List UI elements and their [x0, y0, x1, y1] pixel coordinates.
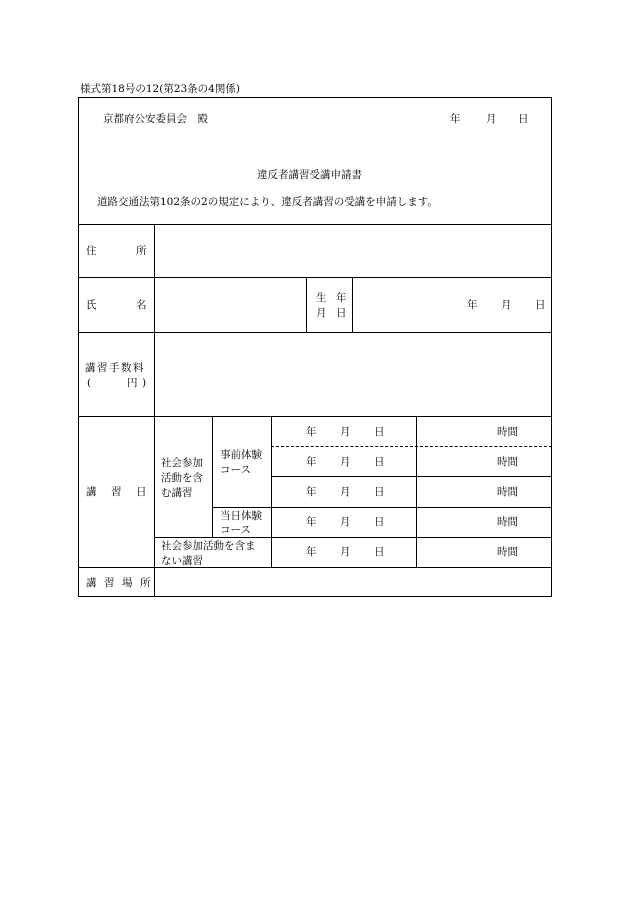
application-year: 年 — [450, 113, 461, 125]
course-date-label-2: 習 — [111, 486, 122, 498]
venue-field[interactable] — [155, 568, 551, 596]
fee-paren-open: ( — [87, 377, 92, 389]
with-social-l2: 活動を含 — [161, 472, 203, 484]
venue-label-3: 場 — [122, 577, 133, 589]
name-label-1: 氏 — [86, 299, 97, 311]
row2-year: 年 — [306, 456, 317, 468]
name-field[interactable] — [155, 278, 306, 332]
fee-unit: 円 — [127, 377, 138, 389]
address-label-2: 所 — [136, 245, 147, 257]
birth-label-2: 年 — [336, 292, 347, 304]
rule-fee-bottom — [78, 416, 552, 417]
addressee: 京都府公安委員会 殿 — [103, 113, 208, 125]
fee-paren-close: ) — [142, 377, 147, 389]
birth-label-4: 日 — [336, 307, 347, 319]
birth-date-field[interactable] — [353, 278, 551, 332]
row3-time: 時間 — [497, 486, 518, 498]
name-label-2: 名 — [136, 299, 147, 311]
row2-time: 時間 — [497, 456, 518, 468]
venue-label-1: 講 — [86, 577, 97, 589]
application-month: 月 — [486, 113, 497, 125]
without-social-l1: 社会参加活動を含ま — [161, 540, 256, 552]
row4-year: 年 — [306, 516, 317, 528]
address-label-1: 住 — [86, 245, 97, 257]
birth-day: 日 — [535, 299, 546, 311]
row3-day: 日 — [374, 486, 385, 498]
pre-course-l1: 事前体験 — [220, 449, 262, 461]
venue-label-2: 習 — [104, 577, 115, 589]
name-divider — [306, 277, 307, 332]
course-date-label-3: 日 — [136, 486, 147, 498]
row3-year: 年 — [306, 486, 317, 498]
rule-pre-1 — [271, 446, 552, 447]
birth-label-1: 生 — [316, 292, 327, 304]
with-social-l3: む講習 — [161, 487, 193, 499]
row2-day: 日 — [374, 456, 385, 468]
rule-pre-2 — [271, 476, 552, 477]
form-number-text: 様式第18号の12(第23条の4関係) — [80, 83, 240, 95]
address-field[interactable] — [155, 225, 551, 277]
course-date-label-1: 講 — [86, 486, 97, 498]
birth-year: 年 — [467, 299, 478, 311]
social-divider — [212, 416, 213, 537]
row5-month: 月 — [340, 546, 351, 558]
rule-with-social-bottom — [154, 537, 552, 538]
statement: 道路交通法第102条の2の規定により、違反者講習の受講を申請します。 — [97, 196, 438, 208]
same-day-course-l1: 当日体験 — [220, 510, 262, 522]
row3-month: 月 — [340, 486, 351, 498]
row4-time: 時間 — [497, 516, 518, 528]
row1-time: 時間 — [497, 426, 518, 438]
row5-year: 年 — [306, 546, 317, 558]
birth-label-3: 月 — [316, 307, 327, 319]
application-day: 日 — [518, 113, 529, 125]
form-title: 違反者講習受講申請書 — [257, 169, 362, 181]
row5-day: 日 — [374, 546, 385, 558]
row2-month: 月 — [340, 456, 351, 468]
pre-course-l2: コース — [220, 464, 251, 476]
row1-month: 月 — [340, 426, 351, 438]
without-social-l2: ない講習 — [161, 555, 203, 567]
row4-day: 日 — [374, 516, 385, 528]
with-social-l1: 社会参加 — [161, 457, 203, 469]
row5-time: 時間 — [497, 546, 518, 558]
row1-year: 年 — [306, 426, 317, 438]
venue-label-4: 所 — [140, 577, 151, 589]
row1-day: 日 — [374, 426, 385, 438]
fee-label: 講習手数料 — [85, 362, 145, 374]
time-divider — [416, 416, 417, 567]
row4-month: 月 — [340, 516, 351, 528]
rule-pre-bottom — [212, 507, 552, 508]
same-day-course-l2: コース — [220, 524, 251, 536]
fee-field[interactable] — [155, 333, 551, 416]
birth-month: 月 — [501, 299, 512, 311]
course-type-divider — [271, 416, 272, 567]
